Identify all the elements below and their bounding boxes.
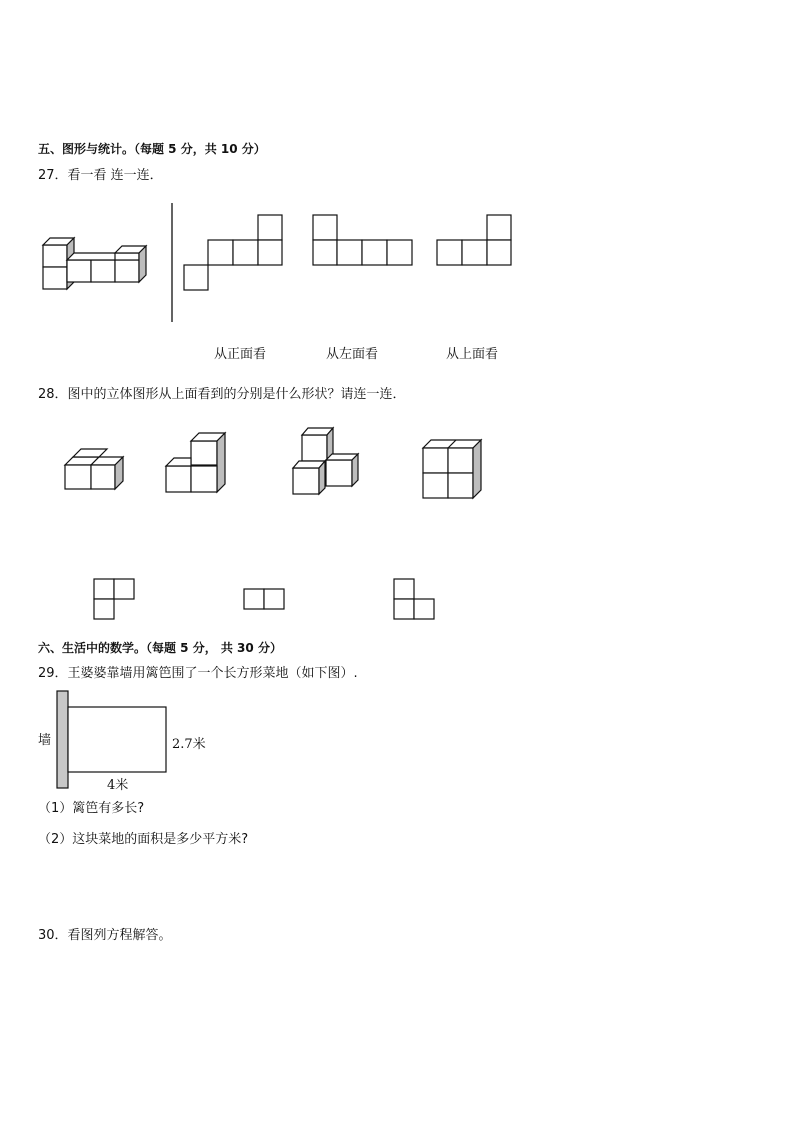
section-6-heading: 六、生活中的数学。（每题 5 分， 共 30 分） — [38, 641, 282, 655]
question-30-text: 30．看图列方程解答。 — [38, 928, 172, 943]
question-27-text: 27．看一看 连一连． — [38, 168, 163, 183]
garden-rectangle — [68, 707, 166, 772]
height-label: 2.7米 — [172, 737, 206, 752]
question-29-sub-1: （1）篱笆有多长? — [38, 801, 145, 816]
section-5-heading: 五、图形与统计。（每题 5 分，共 10 分） — [38, 142, 266, 156]
wall-bar — [57, 691, 68, 788]
view-label-top: 从上面看 — [446, 347, 499, 362]
width-label: 4米 — [107, 778, 129, 793]
view-label-left: 从左面看 — [326, 347, 379, 362]
question-29-sub-2: （2）这块菜地的面积是多少平方米? — [38, 832, 249, 847]
question-29-text: 29．王婆婆靠墙用篱笆围了一个长方形菜地（如下图）. — [38, 666, 358, 681]
question-28-text: 28．图中的立体图形从上面看到的分别是什么形状？请连一连． — [38, 387, 406, 402]
wall-label: 墙 — [38, 733, 52, 748]
view-label-front: 从正面看 — [214, 347, 267, 362]
